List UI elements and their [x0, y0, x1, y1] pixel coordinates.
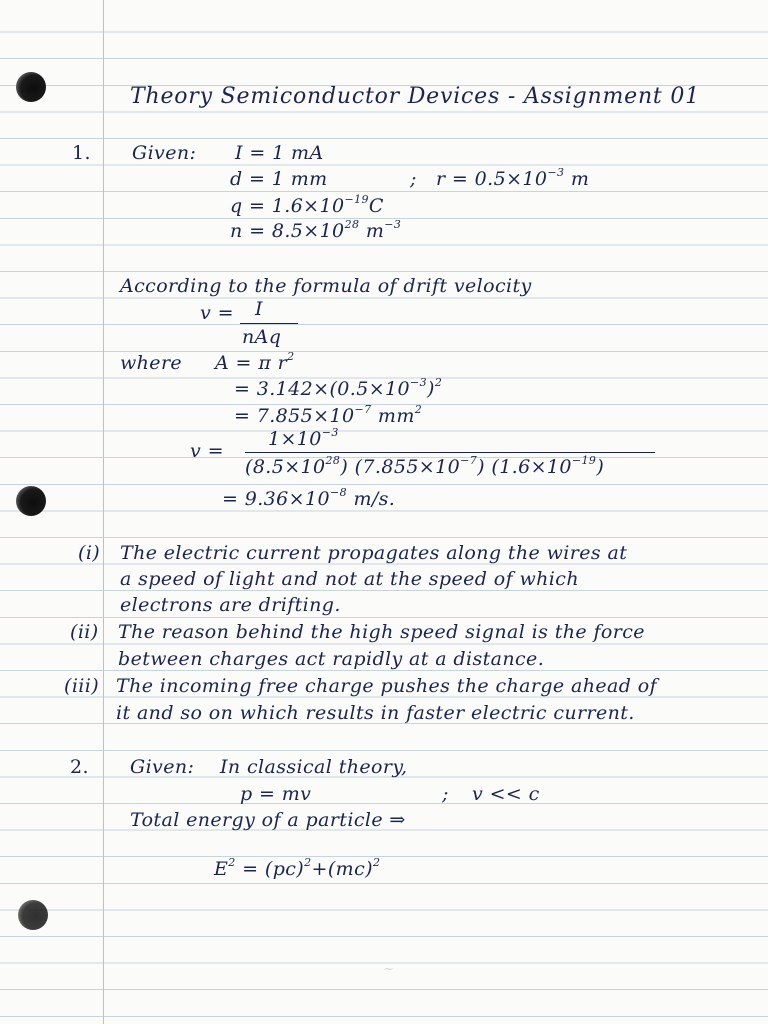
page-title: Theory Semiconductor Devices - Assignment 01	[130, 84, 700, 109]
q2-given-text: In classical theory,	[220, 756, 408, 778]
margin-line	[103, 0, 104, 1024]
point-3-line-1: The incoming free charge pushes the charge ahead of	[116, 675, 658, 697]
q1-result: = $9.36\times 10^{-8}$ m/s.	[222, 486, 396, 510]
q1-radius: $r = 0.5\times 10^{-3}$ m	[436, 166, 590, 190]
point-3-line-2: it and so on which results in faster electric current.	[116, 702, 635, 724]
q1-current: I = 1 mA	[235, 142, 324, 164]
q1-v-fraction-bar	[240, 323, 298, 324]
q1-diameter: d = 1 mm	[230, 168, 328, 190]
q1-formula-intro: According to the formula of drift velocity	[120, 275, 532, 297]
q2-energy-equation: $E^2 = (pc)^2+(mc)^2$	[214, 856, 381, 880]
question-2-number: 2.	[70, 756, 89, 778]
q1-v2-lhs: v =	[190, 440, 224, 462]
q1-area-step-1: = $3.142\times(0.5\times 10^{-3})^2$	[234, 376, 443, 400]
point-2-line-1: The reason behind the high speed signal is the force	[118, 621, 645, 643]
q1-v2-numerator: $1\times 10^{-3}$	[268, 426, 339, 450]
q2-condition: v << c	[472, 783, 540, 805]
q1-radius-separator: ;	[410, 168, 417, 190]
q1-density: $n = 8.5\times 10^{28}$ $m^{-3}$	[230, 218, 402, 242]
q1-area-formula: A = π $r^2$	[215, 350, 295, 374]
q2-energy-intro: Total energy of a particle ⇒	[130, 809, 406, 831]
question-1-number: 1.	[72, 142, 91, 164]
q1-given-label: Given:	[132, 142, 197, 164]
q1-area-step-2: = $7.855\times 10^{-7}$ $mm^2$	[234, 403, 423, 427]
q2-given-label: Given:	[130, 756, 195, 778]
point-1-line-3: electrons are drifting.	[120, 594, 341, 616]
punch-hole-middle	[16, 486, 46, 516]
q2-condition-separator: ;	[442, 783, 449, 805]
punch-hole-bottom	[18, 900, 48, 930]
point-2-label: (ii)	[70, 621, 99, 643]
point-1-line-2: a speed of light and not at the speed of which	[120, 568, 579, 590]
q1-charge: $q = 1.6\times 10^{-19}C$	[230, 193, 384, 217]
q1-where-label: where	[120, 352, 183, 374]
q1-v-numerator: I	[255, 298, 263, 320]
q1-v2-denominator: $(8.5\times 10^{28})$ $(7.855\times 10^{-7})$ $(1.6\times 10^{-19})$	[245, 454, 605, 478]
point-1-line-1: The electric current propagates along the wires at	[120, 542, 628, 564]
q1-v-lhs: v =	[200, 302, 234, 324]
point-3-label: (iii)	[64, 675, 100, 697]
faint-signature-mark: ~	[383, 962, 394, 977]
point-2-line-2: between charges act rapidly at a distance.	[118, 648, 545, 670]
point-1-label: (i)	[78, 542, 101, 564]
q1-v-denominator: nAq	[242, 326, 282, 348]
q2-momentum: p = mv	[240, 783, 312, 805]
punch-hole-top	[16, 72, 46, 102]
